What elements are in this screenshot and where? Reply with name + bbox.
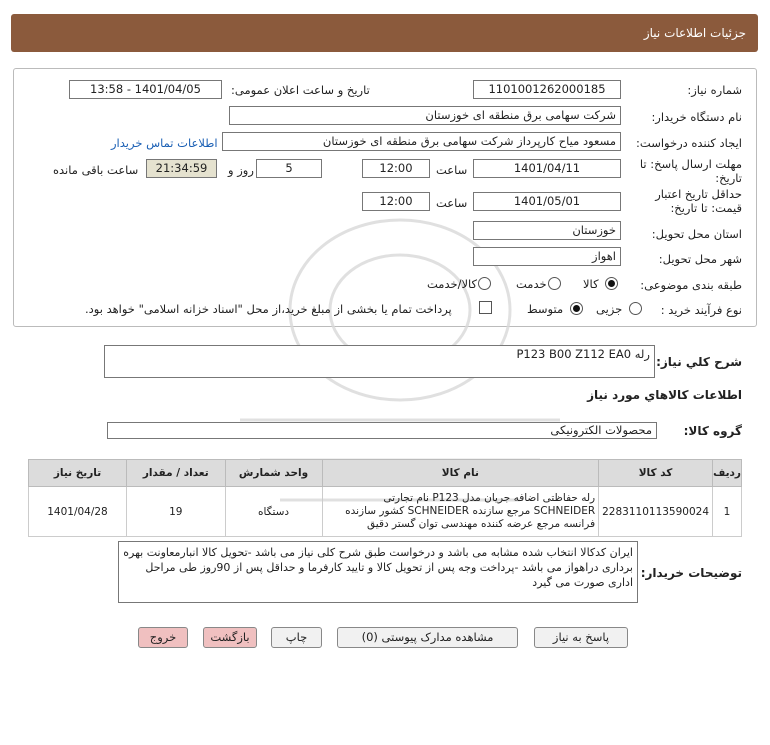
category-option-both: کالا/خدمت [427,277,478,291]
col-code: کد کالا [599,460,713,487]
cell-date: 1401/04/28 [29,487,127,537]
treasury-payment-checkbox[interactable] [479,301,492,314]
category-radio-goods[interactable] [605,277,618,290]
validity-time-label: ساعت [436,196,468,210]
cell-name: رله حفاظتی اضافه جریان مدل P123 نام تجارتی SCHNEIDER مرجع سازنده SCHNEIDER کشور سازنده فرانسه مرجع عرضه کننده مهندسی توان گستر دقیق [322,487,599,537]
city-label: شهر محل تحویل: [658,252,742,266]
category-radio-both[interactable] [478,277,491,290]
exit-button[interactable]: خروج [138,627,188,648]
purchase-option-medium: متوسط [527,302,564,316]
validity-date-field: 1401/05/01 [473,192,621,211]
announce-datetime-field: 1401/04/05 - 13:58 [69,80,222,99]
col-date: تاریخ نیاز [29,460,127,487]
purchase-type-label: نوع فرآیند خرید : [660,303,742,317]
announce-label: تاریخ و ساعت اعلان عمومی: [231,83,370,97]
goods-table [28,459,742,537]
cell-qty: 19 [126,487,225,537]
category-label: طبقه بندی موضوعی: [640,278,742,292]
need-number-label: شماره نیاز: [687,83,742,97]
buyer-org-field: شرکت سهامی برق منطقه ای خوزستان [229,106,621,125]
category-option-service: خدمت [516,277,547,291]
col-row: ردیف [713,460,742,487]
purchase-radio-medium[interactable] [570,302,583,315]
back-button[interactable]: بازگشت [203,627,257,648]
goods-group-field: محصولات الکترونیکی [107,422,657,439]
col-qty: تعداد / مقدار [126,460,225,487]
page-title: جزئیات اطلاعات نیاز [643,26,746,40]
province-field: خوزستان [473,221,621,240]
print-button[interactable]: چاپ [271,627,322,648]
page-header [11,14,758,52]
city-field: اهواز [473,247,621,266]
category-option-goods: کالا [583,277,599,291]
col-name: نام کالا [322,460,599,487]
purchase-option-minor: جزیی [596,302,623,316]
cell-unit: دستگاه [225,487,322,537]
validity-label-date: قیمت: تا تاریخ: [670,201,742,215]
goods-group-label: گروه کالا: [683,424,742,438]
col-unit: واحد شمارش [225,460,322,487]
validity-label: حداقل تاریخ اعتبار [655,187,742,201]
reply-button[interactable]: پاسخ به نیاز [534,627,628,648]
requester-label: ایجاد کننده درخواست: [636,136,742,150]
province-label: استان محل تحویل: [651,227,742,241]
table-header-row [29,460,742,487]
need-number-field: 1101001262000185 [473,80,621,99]
days-count-field: 5 [256,159,322,178]
requester-field: مسعود میاح کارپرداز شرکت سهامی برق منطقه ای خوزستان [222,132,621,151]
buyer-notes-label: توضیحات خریدار: [640,566,742,580]
need-desc-label: شرح کلي نياز: [656,355,742,369]
deadline-date-field: 1401/04/11 [473,159,621,178]
remaining-label: ساعت باقی مانده [53,163,139,177]
deadline-label: مهلت ارسال پاسخ: تا [639,157,742,171]
buyer-org-label: نام دستگاه خریدار: [651,110,742,124]
validity-time-field: 12:00 [362,192,430,211]
deadline-time-label: ساعت [436,163,468,177]
buyer-contact-link[interactable]: اطلاعات تماس خریدار [111,136,218,150]
attachments-button[interactable]: مشاهده مدارک پیوستی (0) [337,627,518,648]
need-desc-field: رله P123 B00 Z112 EA0 [104,345,655,378]
buyer-notes-field: ایران کدکالا انتخاب شده مشابه می باشد و درخواست طبق شرح کلی نیاز می باشد -تحویل کالا انبارمعاونت بهره برداری دراهواز می باشد -پرداخت وجه پس از تحویل کالا و تایید کارفرما و حداقل پس از 90روز طی مراحل اداری صورت می گیرد [118,541,638,603]
deadline-time-field: 12:00 [362,159,430,178]
cell-code: 2283110113590024 [599,487,713,537]
days-label: روز و [228,163,254,177]
table-row [29,487,742,537]
purchase-radio-minor[interactable] [629,302,642,315]
treasury-payment-note: پرداخت تمام یا بخشی از مبلغ خرید،از محل "اسناد خزانه اسلامی" خواهد بود. [85,302,452,316]
category-radio-service[interactable] [548,277,561,290]
goods-info-title: اطلاعات کالاهاي مورد نياز [587,388,742,402]
deadline-label-date: تاریخ: [715,171,742,185]
remaining-time-field: 21:34:59 [146,159,217,178]
cell-row: 1 [713,487,742,537]
